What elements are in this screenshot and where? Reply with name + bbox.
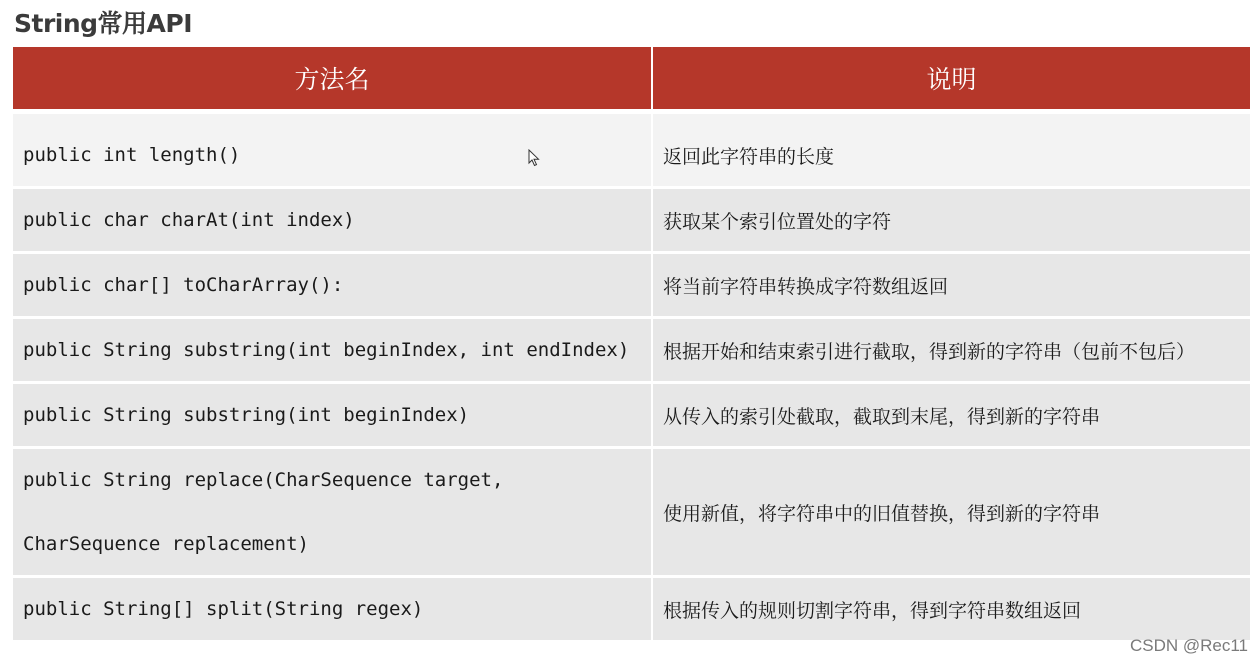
description-cell: 将当前字符串转换成字符数组返回 [652,253,1250,318]
column-header-method: 方法名 [13,47,652,109]
watermark: CSDN @Rec11 [1129,636,1248,655]
method-cell [13,383,652,448]
method-signature: public char charAt(int index) [23,209,355,231]
table-header-row [13,47,1250,109]
method-cell [13,253,652,318]
description-cell: 获取某个索引位置处的字符 [652,188,1250,253]
description-cell: 返回此字符串的长度 [652,114,1250,188]
method-cell [13,448,652,577]
api-table [13,47,1250,640]
table-row [13,188,1250,253]
method-cell [13,577,652,641]
table-row [13,114,1250,188]
table-row [13,318,1250,383]
method-cell [13,114,652,188]
method-signature: public String substring(int beginIndex, int endIndex) [23,339,630,361]
column-header-description: 说明 [652,47,1250,109]
method-signature: public int length() [23,144,241,166]
description-cell: 根据开始和结束索引进行截取，得到新的字符串（包前不包后） [652,318,1250,383]
method-cell [13,318,652,383]
table-row [13,448,1250,577]
page-title: String常用API [14,9,193,38]
table-row [13,383,1250,448]
table-row [13,577,1250,641]
description-cell: 使用新值，将字符串中的旧值替换，得到新的字符串 [652,448,1250,577]
mouse-pointer-icon [528,149,540,167]
description-cell: 从传入的索引处截取，截取到末尾，得到新的字符串 [652,383,1250,448]
method-cell [13,188,652,253]
method-signature-line: public String replace(CharSequence target, [23,469,504,491]
method-signature: public String substring(int beginIndex) [23,404,470,426]
table-row [13,253,1250,318]
method-signature-line: CharSequence replacement) [23,533,309,555]
method-signature: public char[] toCharArray(): [23,274,344,296]
description-cell: 根据传入的规则切割字符串，得到字符串数组返回 [652,577,1250,641]
method-signature: public String[] split(String regex) [23,598,424,620]
